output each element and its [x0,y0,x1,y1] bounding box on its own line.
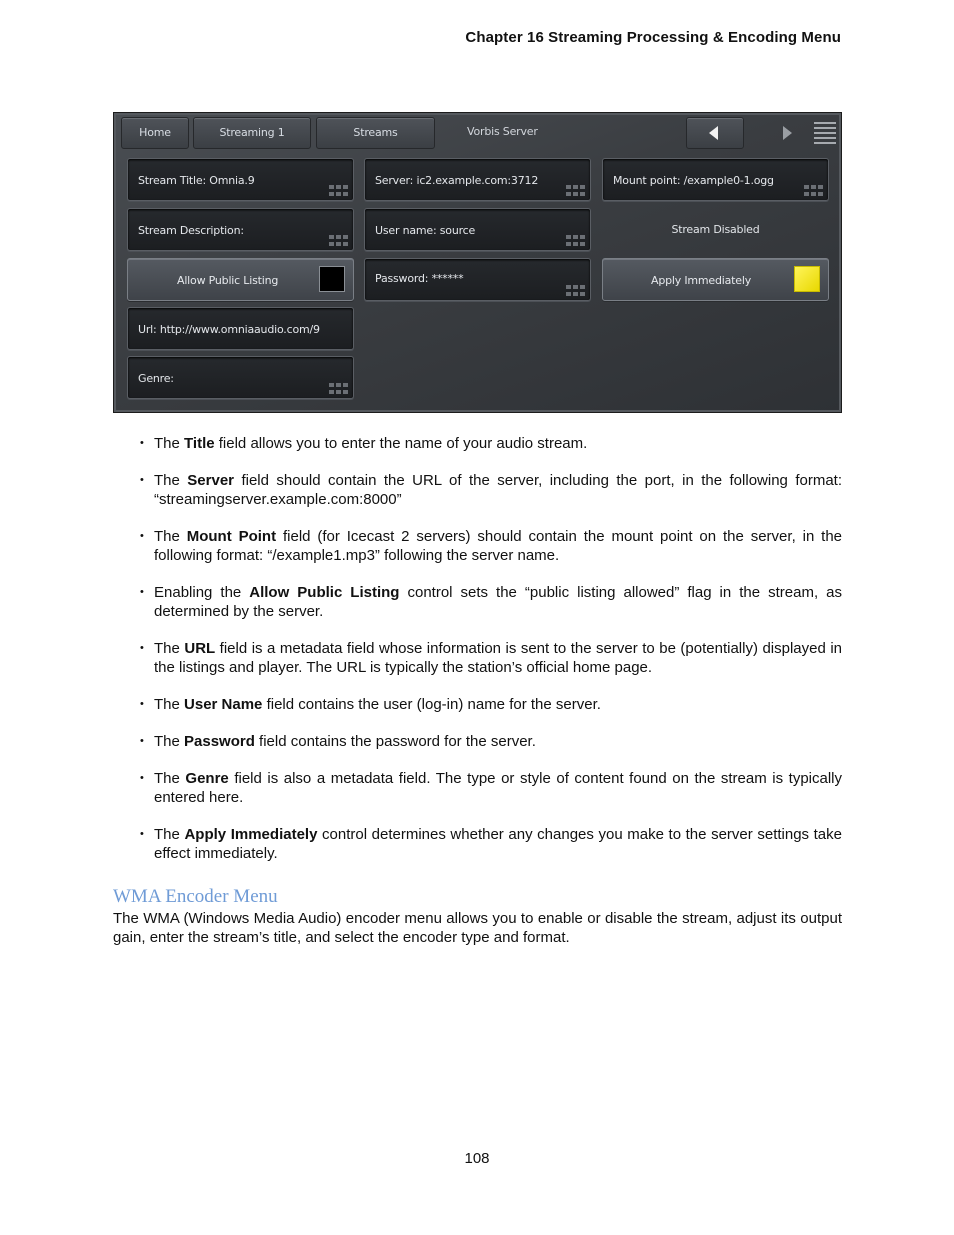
list-item: • The Title field allows you to enter the name of your audio stream. [140,435,588,452]
server-field[interactable] [364,158,591,201]
keypad-icon [329,383,348,394]
list-item: • The Apply Immediately control determines whether any changes you make to the server settings take effect immediately. [140,826,842,862]
mount-point-field[interactable] [602,158,829,201]
allow-public-listing-indicator [319,266,345,292]
page-number: 108 [464,1150,490,1167]
stream-title-field[interactable] [127,158,354,201]
apply-immediately-indicator [794,266,820,292]
keypad-icon [804,185,823,196]
list-item: • The User Name field contains the user (log-in) name for the server. [140,696,601,713]
stream-description-field[interactable] [127,208,354,251]
stream-description-label: Stream Description: [138,224,244,237]
top-nav-bar [119,117,836,150]
field-descriptions-list [140,434,842,881]
apply-immediately-toggle[interactable] [602,258,829,301]
current-page-title: Vorbis Server [467,125,538,138]
keypad-icon [329,235,348,246]
allow-public-listing-toggle[interactable] [127,258,354,301]
keypad-icon [329,185,348,196]
section-heading: WMA Encoder Menu [113,886,278,907]
user-name-label: User name: source [375,224,476,237]
section-body: The WMA (Windows Media Audio) encoder menu allows you to enable or disable the stream, adjust its output gain, enter the stream’s title, and select the encoder type and format. [113,910,842,946]
list-item: • The Password field contains the password for the server. [140,733,536,750]
apply-immediately-label: Apply Immediately [651,274,752,287]
user-name-field[interactable] [364,208,591,251]
vorbis-server-screenshot [113,112,842,413]
menu-icon[interactable] [814,119,836,145]
server-label: Server: ic2.example.com:3712 [375,174,539,187]
running-head: Chapter 16 Streaming Processing & Encoding Menu [465,29,841,46]
keypad-icon [566,285,585,296]
genre-label: Genre: [138,372,174,385]
list-item: • The URL field is a metadata field whose information is sent to the server to be (potentially) displayed in the listings and player. The URL is typically the station’s official home page. [140,640,842,676]
prev-page-button[interactable] [686,117,744,149]
keypad-icon [566,185,585,196]
keypad-icon [566,235,585,246]
url-label: Url: http://www.omniaaudio.com/9 [138,323,320,336]
mount-point-label: Mount point: /example0-1.ogg [613,174,774,187]
genre-field[interactable] [127,356,354,399]
stream-status: Stream Disabled [671,223,760,236]
password-field[interactable] [364,258,591,301]
tab-home[interactable]: Home [121,117,189,149]
list-item: • Enabling the Allow Public Listing control sets the “public listing allowed” flag in the stream, as determined by the server. [140,584,842,620]
allow-public-listing-label: Allow Public Listing [177,274,279,287]
right-arrow-icon [783,126,792,140]
tab-streaming-1[interactable]: Streaming 1 [193,117,311,149]
list-item: • The Server field should contain the URL of the server, including the port, in the following format: “streamingserver.example.com:8000” [140,472,842,508]
list-item: • The Mount Point field (for Icecast 2 servers) should contain the mount point on the server, in the following format: “/example1.mp3” following the server name. [140,528,843,564]
url-field[interactable] [127,307,354,350]
list-item: • The Genre field is also a metadata field. The type or style of content found on the stream is typically entered here. [140,770,843,806]
password-label: Password: ****** [375,272,464,285]
left-arrow-icon [709,126,718,140]
stream-title-label: Stream Title: Omnia.9 [138,174,255,187]
next-page-button[interactable] [749,117,807,149]
tab-streams[interactable]: Streams [316,117,435,149]
